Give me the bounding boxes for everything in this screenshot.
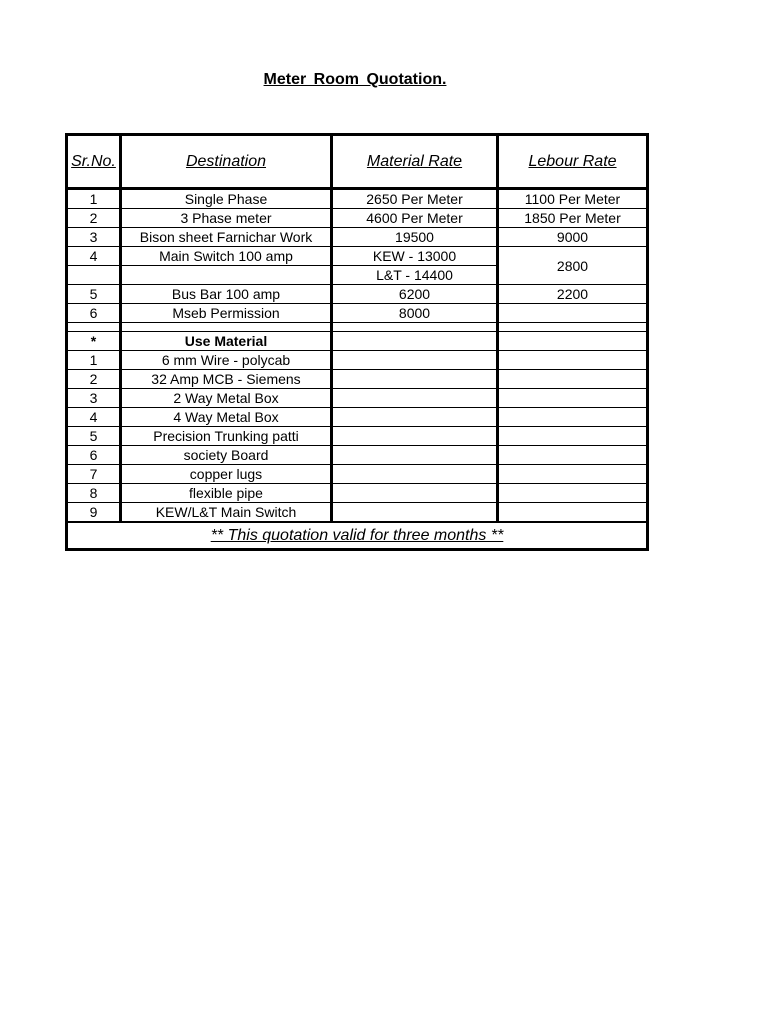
material-rate-cell: 6200	[332, 285, 498, 304]
sr-cell: 9	[67, 503, 121, 523]
destination-cell: Bus Bar 100 amp	[121, 285, 332, 304]
destination-cell: Single Phase	[121, 189, 332, 209]
destination-cell: Bison sheet Farnichar Work	[121, 228, 332, 247]
material-row	[67, 465, 648, 484]
empty-cell	[498, 446, 648, 465]
header-labour-rate: Lebour Rate	[498, 135, 648, 189]
sr-cell: 6	[67, 446, 121, 465]
material-item-cell: 32 Amp MCB - Siemens	[121, 370, 332, 389]
page-title: Meter Room Quotation.	[263, 71, 447, 88]
destination-cell: Main Switch 100 amp	[121, 247, 332, 266]
header-material-rate: Material Rate	[332, 135, 498, 189]
material-row	[67, 408, 648, 427]
empty-cell	[498, 323, 648, 332]
material-rate-cell: 2650 Per Meter	[332, 189, 498, 209]
sr-cell: 7	[67, 465, 121, 484]
material-item-cell: KEW/L&T Main Switch	[121, 503, 332, 523]
table-row	[67, 228, 648, 247]
table-row	[67, 304, 648, 323]
material-row	[67, 351, 648, 370]
material-rate-cell: 4600 Per Meter	[332, 209, 498, 228]
material-row	[67, 389, 648, 408]
material-section-row	[67, 332, 648, 351]
table-row	[67, 209, 648, 228]
validity-note: ** This quotation valid for three months **	[67, 522, 648, 550]
spacer-row	[67, 323, 648, 332]
destination-cell: 3 Phase meter	[121, 209, 332, 228]
material-row	[67, 446, 648, 465]
sr-cell	[67, 266, 121, 285]
empty-cell	[498, 484, 648, 503]
material-item-cell: Precision Trunking patti	[121, 427, 332, 446]
table-row	[67, 285, 648, 304]
empty-cell	[332, 389, 498, 408]
labour-rate-cell: 1850 Per Meter	[498, 209, 648, 228]
destination-cell: Mseb Permission	[121, 304, 332, 323]
empty-cell	[332, 446, 498, 465]
sr-cell: 3	[67, 228, 121, 247]
sr-cell: 1	[67, 189, 121, 209]
material-rate-cell: 8000	[332, 304, 498, 323]
empty-cell	[498, 503, 648, 523]
labour-rate-cell: 9000	[498, 228, 648, 247]
material-rate-cell: L&T - 14400	[332, 266, 498, 285]
header-destination: Destination	[121, 135, 332, 189]
sr-cell: 5	[67, 427, 121, 446]
sr-cell: 6	[67, 304, 121, 323]
sr-cell: 4	[67, 247, 121, 266]
sr-cell: 3	[67, 389, 121, 408]
material-item-cell: 4 Way Metal Box	[121, 408, 332, 427]
section-heading: Use Material	[121, 332, 332, 351]
table-row	[67, 247, 648, 266]
sr-cell: 1	[67, 351, 121, 370]
labour-rate-cell: 2800	[498, 247, 648, 285]
empty-cell	[498, 351, 648, 370]
sr-cell: 8	[67, 484, 121, 503]
empty-cell	[67, 323, 121, 332]
empty-cell	[498, 370, 648, 389]
section-marker: *	[67, 332, 121, 351]
material-row	[67, 484, 648, 503]
material-item-cell: flexible pipe	[121, 484, 332, 503]
empty-cell	[332, 503, 498, 523]
empty-cell	[332, 332, 498, 351]
material-item-cell: society Board	[121, 446, 332, 465]
empty-cell	[332, 323, 498, 332]
header-sr-no: Sr.No.	[67, 135, 121, 189]
material-item-cell: copper lugs	[121, 465, 332, 484]
empty-cell	[332, 427, 498, 446]
empty-cell	[332, 408, 498, 427]
empty-cell	[332, 484, 498, 503]
sr-cell: 5	[67, 285, 121, 304]
sr-cell: 4	[67, 408, 121, 427]
material-item-cell: 2 Way Metal Box	[121, 389, 332, 408]
material-rate-cell: KEW - 13000	[332, 247, 498, 266]
material-row	[67, 370, 648, 389]
empty-cell	[498, 408, 648, 427]
empty-cell	[498, 427, 648, 446]
sr-cell: 2	[67, 370, 121, 389]
labour-rate-cell: 2200	[498, 285, 648, 304]
table-row	[67, 189, 648, 209]
destination-cell	[121, 266, 332, 285]
empty-cell	[332, 370, 498, 389]
footer-row	[67, 522, 648, 550]
quotation-table	[65, 133, 649, 551]
empty-cell	[498, 389, 648, 408]
empty-cell	[498, 332, 648, 351]
empty-cell	[332, 465, 498, 484]
empty-cell	[332, 351, 498, 370]
material-row	[67, 503, 648, 523]
labour-rate-cell	[498, 304, 648, 323]
header-row	[67, 135, 648, 189]
material-rate-cell: 19500	[332, 228, 498, 247]
labour-rate-cell: 1100 Per Meter	[498, 189, 648, 209]
empty-cell	[498, 465, 648, 484]
material-item-cell: 6 mm Wire - polycab	[121, 351, 332, 370]
empty-cell	[121, 323, 332, 332]
sr-cell: 2	[67, 209, 121, 228]
material-row	[67, 427, 648, 446]
